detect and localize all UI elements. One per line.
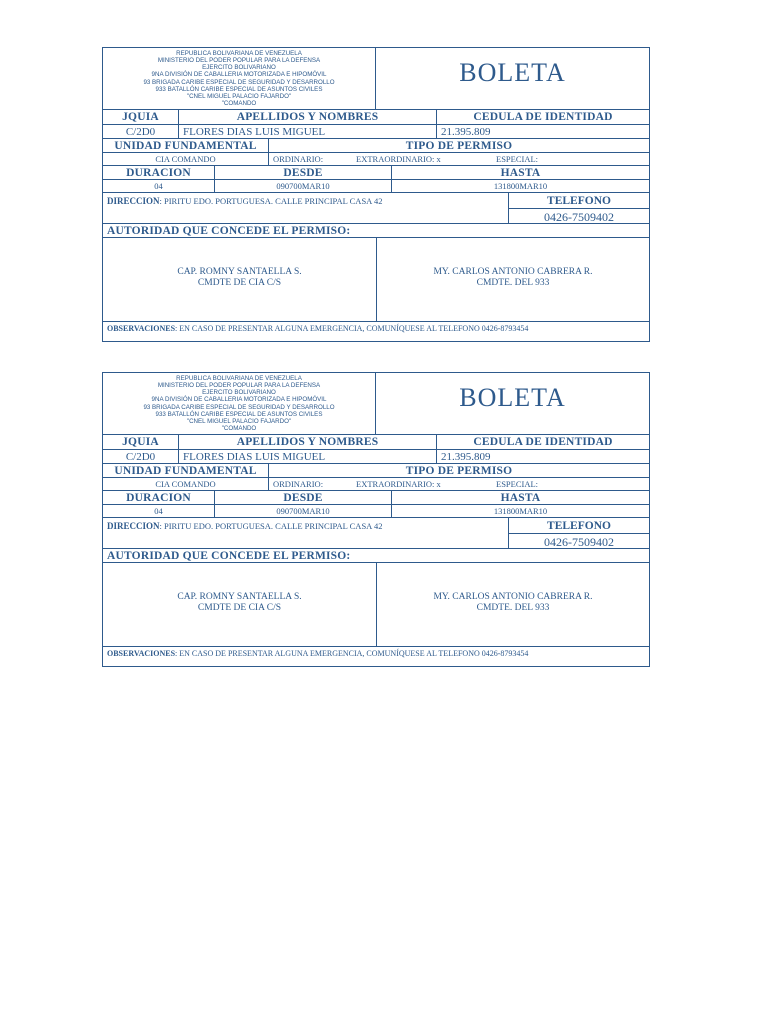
autoridad-row — [103, 223, 649, 237]
header-line: "CNEL MIGUEL PALACIO FAJARDO" — [186, 92, 292, 100]
header-line: 93 BRIGADA CARIBE ESPECIAL DE SEGURIDAD Y DESARROLLO — [143, 403, 335, 411]
signature-left-title: CMDTE DE CIA C/S — [197, 602, 282, 613]
cedula-label: CEDULA DE IDENTIDAD — [436, 435, 649, 449]
dates-values-row — [103, 504, 649, 517]
signature-left — [103, 563, 376, 646]
desde-label: DESDE — [214, 491, 391, 504]
header-line: REPUBLICA BOLIVARIANA DE VENEZUELA — [176, 50, 302, 58]
observaciones-row — [103, 321, 649, 341]
nombre-value: FLORES DIAS LUIS MIGUEL — [178, 125, 436, 138]
boleta-header-row — [103, 373, 649, 434]
hasta-value: 131800MAR10 — [391, 505, 649, 517]
duracion-value: 04 — [154, 181, 163, 191]
apellidos-label: APELLIDOS Y NOMBRES — [178, 435, 436, 449]
institution-header — [103, 373, 376, 434]
signatures-row — [103, 562, 649, 646]
jquia-value: C/2D0 — [125, 125, 156, 138]
cedula-value: 21.395.809 — [436, 125, 649, 138]
dates-labels-row — [103, 490, 649, 504]
header-line: REPUBLICA BOLIVARIANA DE VENEZUELA — [176, 375, 302, 383]
signature-left-name: CAP. ROMNY SANTAELLA S. — [177, 591, 302, 602]
observaciones-field — [107, 649, 528, 658]
permit-labels-row — [103, 138, 649, 152]
desde-label: DESDE — [214, 166, 391, 179]
permit-labels-row — [103, 463, 649, 477]
document-title: BOLETA — [459, 382, 566, 412]
desde-value: 090700MAR10 — [214, 180, 391, 192]
identity-labels-row — [103, 109, 649, 124]
direccion-label: DIRECCION — [107, 196, 160, 206]
signatures-row — [103, 237, 649, 321]
address-row — [103, 192, 649, 223]
hasta-label: HASTA — [391, 166, 649, 179]
identity-labels-row — [103, 434, 649, 449]
tipo-label: TIPO DE PERMISO — [268, 139, 649, 152]
signature-left-title: CMDTE DE CIA C/S — [197, 277, 282, 288]
header-line: "CNEL MIGUEL PALACIO FAJARDO" — [186, 417, 292, 425]
signature-right — [376, 563, 649, 646]
signature-right-name: MY. CARLOS ANTONIO CABRERA R. — [433, 591, 593, 602]
direccion-field — [107, 196, 382, 206]
telefono-block — [508, 193, 649, 223]
ordinario-option: ORDINARIO: — [268, 153, 352, 165]
header-line: "COMANDO — [221, 99, 257, 107]
especial-option: ESPECIAL: — [496, 154, 539, 164]
permit-values-row — [103, 477, 649, 490]
hasta-label: HASTA — [391, 491, 649, 504]
dates-labels-row — [103, 165, 649, 179]
ordinario-option: ORDINARIO: — [268, 478, 352, 490]
header-line: 933 BATALLÓN CARIBE ESPECIAL DE ASUNTOS CIVILES — [155, 85, 323, 93]
observaciones-label: OBSERVACIONES — [107, 649, 176, 658]
dates-values-row — [103, 179, 649, 192]
duracion-value: 04 — [154, 506, 163, 516]
nombre-value: FLORES DIAS LUIS MIGUEL — [178, 450, 436, 463]
desde-value: 090700MAR10 — [214, 505, 391, 517]
header-line: 933 BATALLÓN CARIBE ESPECIAL DE ASUNTOS CIVILES — [155, 410, 323, 418]
header-line: EJERCITO BOLIVARIANO — [202, 64, 276, 72]
cedula-value: 21.395.809 — [436, 450, 649, 463]
telefono-label: TELEFONO — [547, 195, 611, 207]
direccion-label: DIRECCION — [107, 521, 160, 531]
direccion-value: : PIRITU EDO. PORTUGUESA. CALLE PRINCIPAL CASA 42 — [159, 521, 383, 531]
duracion-label: DURACION — [126, 491, 191, 504]
hasta-value: 131800MAR10 — [391, 180, 649, 192]
signature-left-name: CAP. ROMNY SANTAELLA S. — [177, 266, 302, 277]
boleta-header-row — [103, 48, 649, 109]
institution-header — [103, 48, 376, 109]
especial-option: ESPECIAL: — [496, 479, 539, 489]
telefono-value: 0426-7509402 — [509, 533, 649, 550]
telefono-value: 0426-7509402 — [509, 208, 649, 225]
identity-values-row — [103, 449, 649, 463]
jquia-value: C/2D0 — [125, 450, 156, 463]
jquia-label: JQUIA — [122, 436, 159, 448]
signature-right-title: CMDTE. DEL 933 — [476, 602, 550, 613]
document-title: BOLETA — [459, 57, 566, 87]
header-line: MINISTERIO DEL PODER POPULAR PARA LA DEFENSA — [157, 57, 321, 65]
header-line: EJERCITO BOLIVARIANO — [202, 389, 276, 397]
unidad-label: UNIDAD FUNDAMENTAL — [114, 464, 257, 477]
jquia-label: JQUIA — [122, 111, 159, 123]
cedula-label: CEDULA DE IDENTIDAD — [436, 110, 649, 124]
identity-values-row — [103, 124, 649, 138]
unidad-value: CIA COMANDO — [155, 479, 216, 489]
header-line: 93 BRIGADA CARIBE ESPECIAL DE SEGURIDAD Y DESARROLLO — [143, 78, 335, 86]
duracion-label: DURACION — [126, 166, 191, 179]
autoridad-label: AUTORIDAD QUE CONCEDE EL PERMISO: — [107, 224, 351, 237]
header-line: 9NA DIVISIÓN DE CABALLERIA MOTORIZADA E HIPOMÓVIL — [151, 396, 327, 404]
signature-right-name: MY. CARLOS ANTONIO CABRERA R. — [433, 266, 593, 277]
observaciones-value: : EN CASO DE PRESENTAR ALGUNA EMERGENCIA, COMUNÍQUESE AL TELEFONO 0426-8793454 — [175, 649, 529, 658]
direccion-value: : PIRITU EDO. PORTUGUESA. CALLE PRINCIPAL CASA 42 — [159, 196, 383, 206]
observaciones-field — [107, 324, 528, 333]
unidad-value: CIA COMANDO — [155, 154, 216, 164]
header-line: 9NA DIVISIÓN DE CABALLERIA MOTORIZADA E HIPOMÓVIL — [151, 71, 327, 79]
boleta-form — [102, 372, 650, 667]
header-line: MINISTERIO DEL PODER POPULAR PARA LA DEFENSA — [157, 382, 321, 390]
extraordinario-option: EXTRAORDINARIO: x — [356, 479, 441, 489]
signature-left — [103, 238, 376, 321]
signature-right — [376, 238, 649, 321]
tipo-label: TIPO DE PERMISO — [268, 464, 649, 477]
observaciones-label: OBSERVACIONES — [107, 324, 176, 333]
telefono-block — [508, 518, 649, 548]
apellidos-label: APELLIDOS Y NOMBRES — [178, 110, 436, 124]
autoridad-row — [103, 548, 649, 562]
telefono-label: TELEFONO — [547, 520, 611, 532]
address-row — [103, 517, 649, 548]
observaciones-value: : EN CASO DE PRESENTAR ALGUNA EMERGENCIA, COMUNÍQUESE AL TELEFONO 0426-8793454 — [175, 324, 529, 333]
header-line: "COMANDO — [221, 424, 257, 432]
permit-values-row — [103, 152, 649, 165]
direccion-field — [107, 521, 382, 531]
signature-right-title: CMDTE. DEL 933 — [476, 277, 550, 288]
observaciones-row — [103, 646, 649, 666]
unidad-label: UNIDAD FUNDAMENTAL — [114, 139, 257, 152]
boleta-form — [102, 47, 650, 342]
autoridad-label: AUTORIDAD QUE CONCEDE EL PERMISO: — [107, 549, 351, 562]
extraordinario-option: EXTRAORDINARIO: x — [356, 154, 441, 164]
